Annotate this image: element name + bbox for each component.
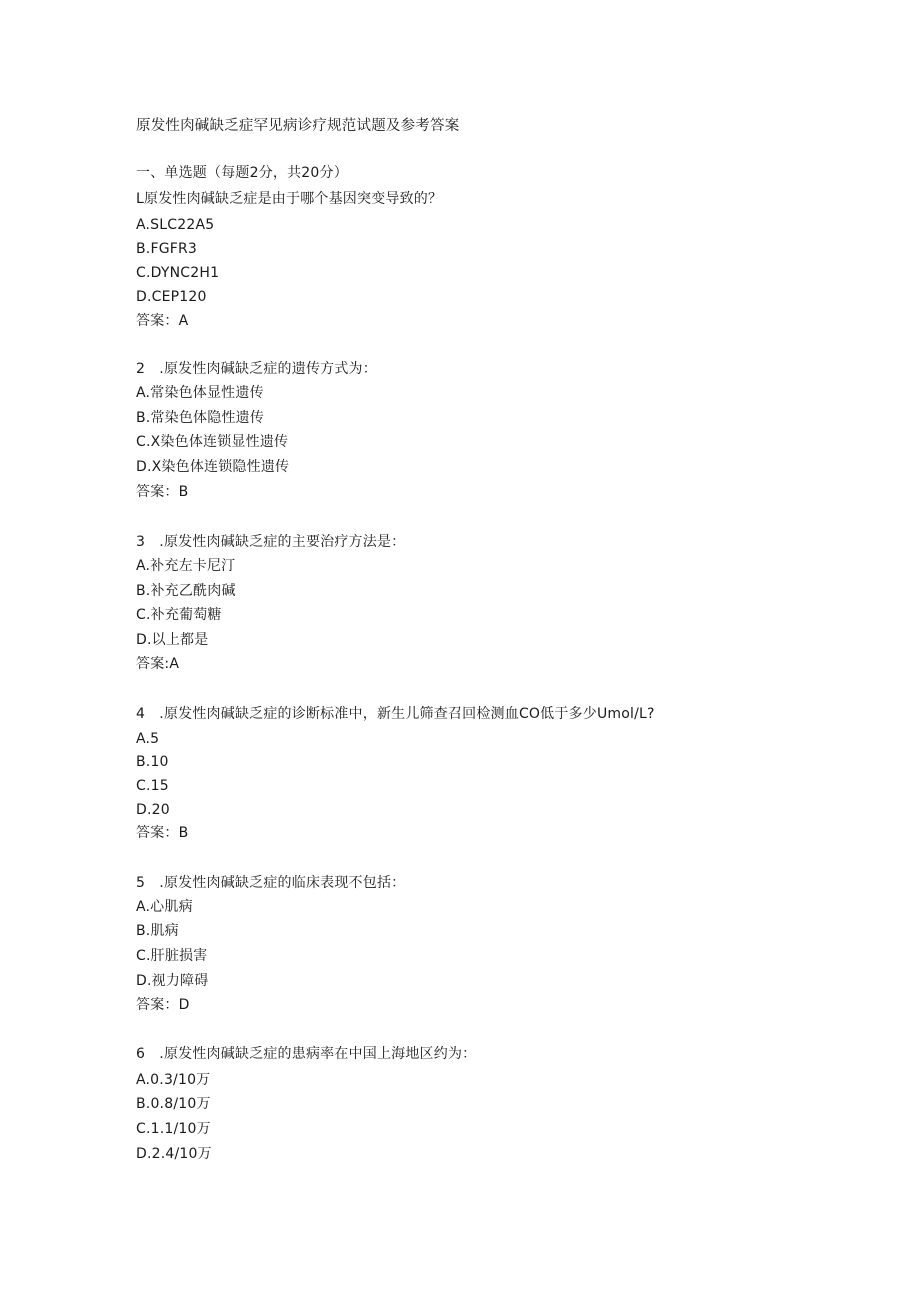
option-c: C.肝脏损害 xyxy=(136,948,208,964)
option-a: A.5 xyxy=(136,731,160,747)
option-a: A.0.3/10万 xyxy=(136,1072,211,1088)
option-b: B.FGFR3 xyxy=(136,241,198,257)
section-heading: 一、单选题（每题2分，共20分） xyxy=(136,165,348,181)
option-a: A.补充左卡尼汀 xyxy=(136,558,236,574)
option-d: D.视力障碍 xyxy=(136,973,209,989)
option-b: B.常染色体隐性遗传 xyxy=(136,410,265,426)
option-b: B.肌病 xyxy=(136,923,179,939)
option-d: D.2.4/10万 xyxy=(136,1146,212,1162)
option-c: C.补充葡萄糖 xyxy=(136,607,222,623)
option-d: D.20 xyxy=(136,802,170,818)
option-c: C.15 xyxy=(136,778,169,794)
option-b: B.10 xyxy=(136,754,169,770)
question-stem: 4 .原发性肉碱缺乏症的诊断标准中，新生儿筛查召回检测血CO低于多少Umol/L? xyxy=(136,706,655,722)
answer: 答案：B xyxy=(136,484,189,500)
option-a: A.SLC22A5 xyxy=(136,217,215,233)
answer: 答案:A xyxy=(136,656,180,672)
question-stem: 2 .原发性肉碱缺乏症的遗传方式为： xyxy=(136,361,377,377)
option-c: C.X染色体连锁显性遗传 xyxy=(136,434,289,450)
answer: 答案：D xyxy=(136,997,190,1013)
answer: 答案：B xyxy=(136,825,189,841)
answer: 答案：A xyxy=(136,313,189,329)
option-c: C.DYNC2H1 xyxy=(136,265,220,281)
question-stem: L原发性肉碱缺乏症是由于哪个基因突变导致的？ xyxy=(136,191,443,207)
option-d: D.X染色体连锁隐性遗传 xyxy=(136,459,290,475)
option-d: D.CEP120 xyxy=(136,289,207,305)
option-c: C.1.1/10万 xyxy=(136,1121,211,1137)
question-stem: 5 .原发性肉碱缺乏症的临床表现不包括： xyxy=(136,875,406,891)
option-d: D.以上都是 xyxy=(136,632,209,648)
option-b: B.0.8/10万 xyxy=(136,1096,211,1112)
question-stem: 6 .原发性肉碱缺乏症的患病率在中国上海地区约为： xyxy=(136,1046,477,1062)
option-b: B.补充乙酰肉碱 xyxy=(136,583,236,599)
question-stem: 3 .原发性肉碱缺乏症的主要治疗方法是： xyxy=(136,534,406,550)
option-a: A.心肌病 xyxy=(136,899,193,915)
document-title: 原发性肉碱缺乏症罕见病诊疗规范试题及参考答案 xyxy=(136,118,460,134)
option-a: A.常染色体显性遗传 xyxy=(136,385,264,401)
